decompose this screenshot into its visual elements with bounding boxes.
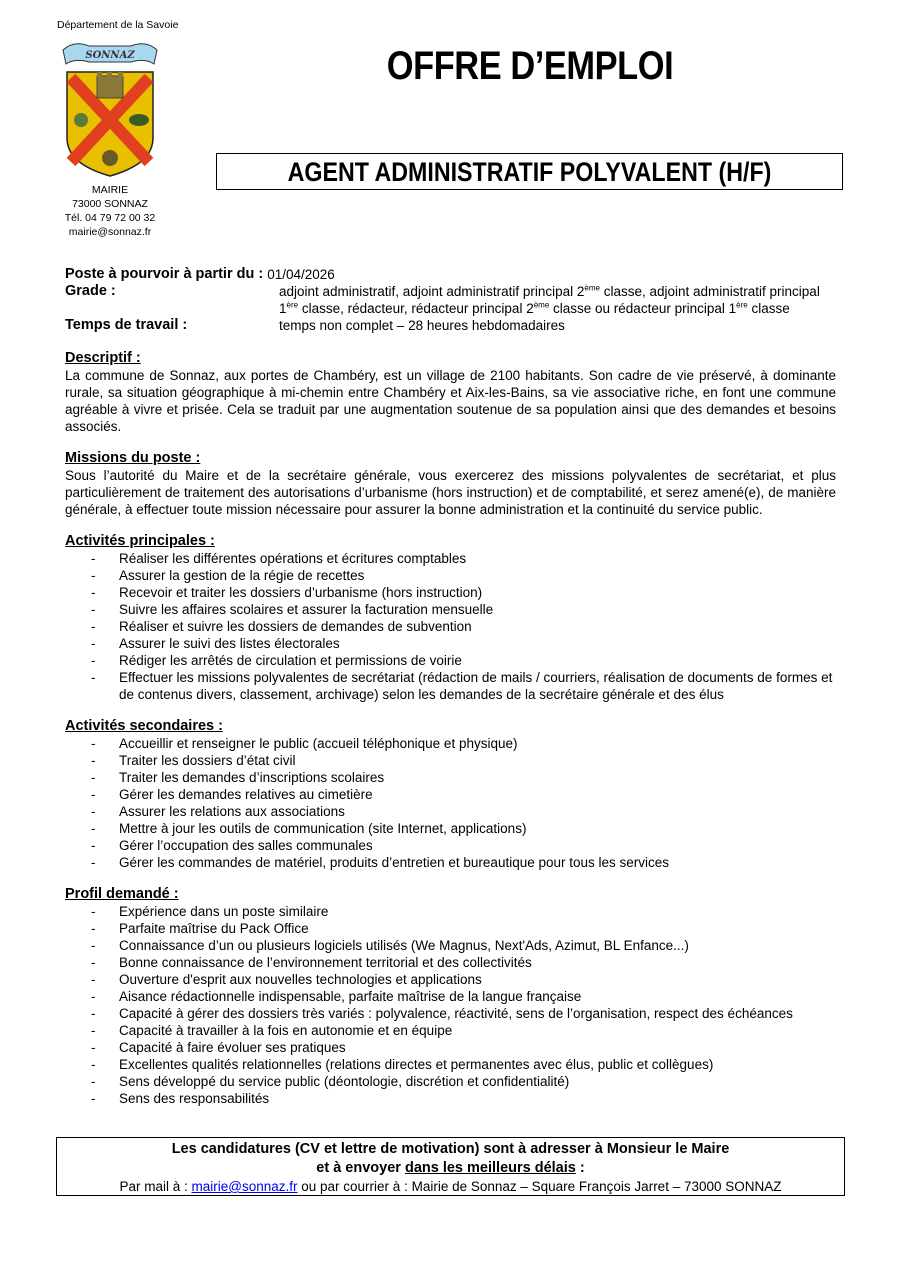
list-item: - Expérience dans un poste similaire xyxy=(65,903,836,920)
grade-value: adjoint administratif, adjoint administratif principal 2ème classe, adjoint administratif principal 1ère classe, rédacteur, rédacteur principal 2ème classe ou rédacteur principal 1ère classe xyxy=(279,283,820,316)
email-link[interactable]: mairie@sonnaz.fr xyxy=(191,1179,298,1194)
list-item: - Gérer les demandes relatives au cimetière xyxy=(65,786,836,803)
list-item: - Ouverture d'esprit aux nouvelles technologies et applications xyxy=(65,971,836,988)
list-item: - Rédiger les arrêtés de circulation et permissions de voirie xyxy=(65,652,836,669)
page-title: OFFRE D’EMPLOI xyxy=(386,44,674,88)
list-item: - Bonne connaissance de l’environnement territorial et des collectivités xyxy=(65,954,836,971)
main-activities-title: Activités principales : xyxy=(65,533,215,549)
list-item: - Excellentes qualités relationnelles (relations directes et permanentes avec élus, public et collègues) xyxy=(65,1056,836,1073)
secondary-activities-list xyxy=(65,735,836,871)
list-item: - Connaissance d’un ou plusieurs logiciels utilisés (We Magnus, Next'Ads, Azimut, BL Enfance...) xyxy=(65,937,836,954)
list-item: - Traiter les dossiers d’état civil xyxy=(65,752,836,769)
missions-text: Sous l’autorité du Maire et de la secrétaire générale, vous exercerez des missions polyvalentes de secrétariat, et plus particulièrement de traitement des autorisations d’urbanisme (hors instruction) et de comptabilité, et serez amené(e), de manière générale, à effectuer toute mission nécessaire pour assurer la bonne administration et la continuité du service public. xyxy=(65,468,836,517)
job-info xyxy=(65,266,840,334)
job-sections xyxy=(65,350,836,1107)
list-item: - Capacité à gérer des dossiers très variés : polyvalence, réactivité, sens de l’organisation, respect des échéances xyxy=(65,1005,836,1022)
list-item: - Sens des responsabilités xyxy=(65,1090,836,1107)
department-label: Département de la Savoie xyxy=(57,19,179,31)
application-line-3: Par mail à : mairie@sonnaz.fr ou par courrier à : Mairie de Sonnaz – Square François Jarret – 73000 SONNAZ xyxy=(119,1179,782,1194)
list-item: - Assurer le suivi des listes électorales xyxy=(65,635,836,652)
svg-text:SONNAZ: SONNAZ xyxy=(85,50,135,61)
mairie-address: 73000 SONNAZ xyxy=(72,198,148,210)
list-item: - Capacité à travailler à la fois en autonomie et en équipe xyxy=(65,1022,836,1039)
mairie-name: MAIRIE xyxy=(91,184,129,196)
application-box xyxy=(56,1137,845,1196)
list-item: - Parfaite maîtrise du Pack Office xyxy=(65,920,836,937)
list-item: - Mettre à jour les outils de communication (site Internet, applications) xyxy=(65,820,836,837)
descriptif-text: La commune de Sonnaz, aux portes de Chambéry, est un village de 2100 habitants. Son cadre de vie préservé, à dominante rurale, sa situation géographique à mi-chemin entre Chambéry et Aix-les-Bains, sa vie associative riche, en font une commune agréable à vivre et prisée. Cela se traduit par une augmentation soutenue de sa population ainsi que des demandes et besoins associés. xyxy=(65,368,836,434)
job-title-box xyxy=(216,153,843,190)
descriptif-title: Descriptif : xyxy=(65,350,141,366)
sonnaz-coat-of-arms-logo xyxy=(59,38,161,178)
start-date-row xyxy=(65,266,840,283)
profile-title: Profil demandé : xyxy=(65,886,179,902)
start-date-value: 01/04/2026 xyxy=(267,267,335,282)
list-item: - Assurer les relations aux associations xyxy=(65,803,836,820)
list-item: - Recevoir et traiter les dossiers d’urbanisme (hors instruction) xyxy=(65,584,836,601)
job-title: AGENT ADMINISTRATIF POLYVALENT (H/F) xyxy=(287,157,772,187)
work-time-row xyxy=(65,317,840,334)
secondary-activities-title: Activités secondaires : xyxy=(65,718,223,734)
mairie-phone: Tél. 04 79 72 00 32 xyxy=(64,212,156,224)
list-item: - Aisance rédactionnelle indispensable, parfaite maîtrise de la langue française xyxy=(65,988,836,1005)
list-item: - Accueillir et renseigner le public (accueil téléphonique et physique) xyxy=(65,735,836,752)
application-line-2: et à envoyer dans les meilleurs délais : xyxy=(316,1160,585,1176)
list-item: - Réaliser et suivre les dossiers de demandes de subvention xyxy=(65,618,836,635)
mairie-contact xyxy=(55,183,165,239)
list-item: - Suivre les affaires scolaires et assurer la facturation mensuelle xyxy=(65,601,836,618)
work-time-value: temps non complet – 28 heures hebdomadaires xyxy=(279,318,565,333)
main-activities-list xyxy=(65,550,836,703)
list-item: - Gérer l’occupation des salles communales xyxy=(65,837,836,854)
grade-label: Grade : xyxy=(65,283,116,299)
missions-title: Missions du poste : xyxy=(65,450,201,466)
profile-list xyxy=(65,903,836,1107)
list-item: - Assurer la gestion de la régie de recettes xyxy=(65,567,836,584)
mairie-email: mairie@sonnaz.fr xyxy=(68,226,152,238)
list-item: - Capacité à faire évoluer ses pratiques xyxy=(65,1039,836,1056)
list-item: - Gérer les commandes de matériel, produits d’entretien et bureautique pour tous les services xyxy=(65,854,836,871)
list-item: - Effectuer les missions polyvalentes de secrétariat (rédaction de mails / courriers, réalisation de documents de formes et de contenus divers, classement, archivage) selon les demandes de la secrétaire générale et des élus xyxy=(65,669,836,703)
application-line-1: Les candidatures (CV et lettre de motivation) sont à adresser à Monsieur le Maire xyxy=(171,1141,730,1157)
list-item: - Traiter les demandes d’inscriptions scolaires xyxy=(65,769,836,786)
start-date-label: Poste à pourvoir à partir du : xyxy=(65,266,264,282)
list-item: - Réaliser les différentes opérations et écritures comptables xyxy=(65,550,836,567)
work-time-label: Temps de travail : xyxy=(65,317,188,333)
grade-row xyxy=(65,283,840,317)
list-item: - Sens développé du service public (déontologie, discrétion et confidentialité) xyxy=(65,1073,836,1090)
